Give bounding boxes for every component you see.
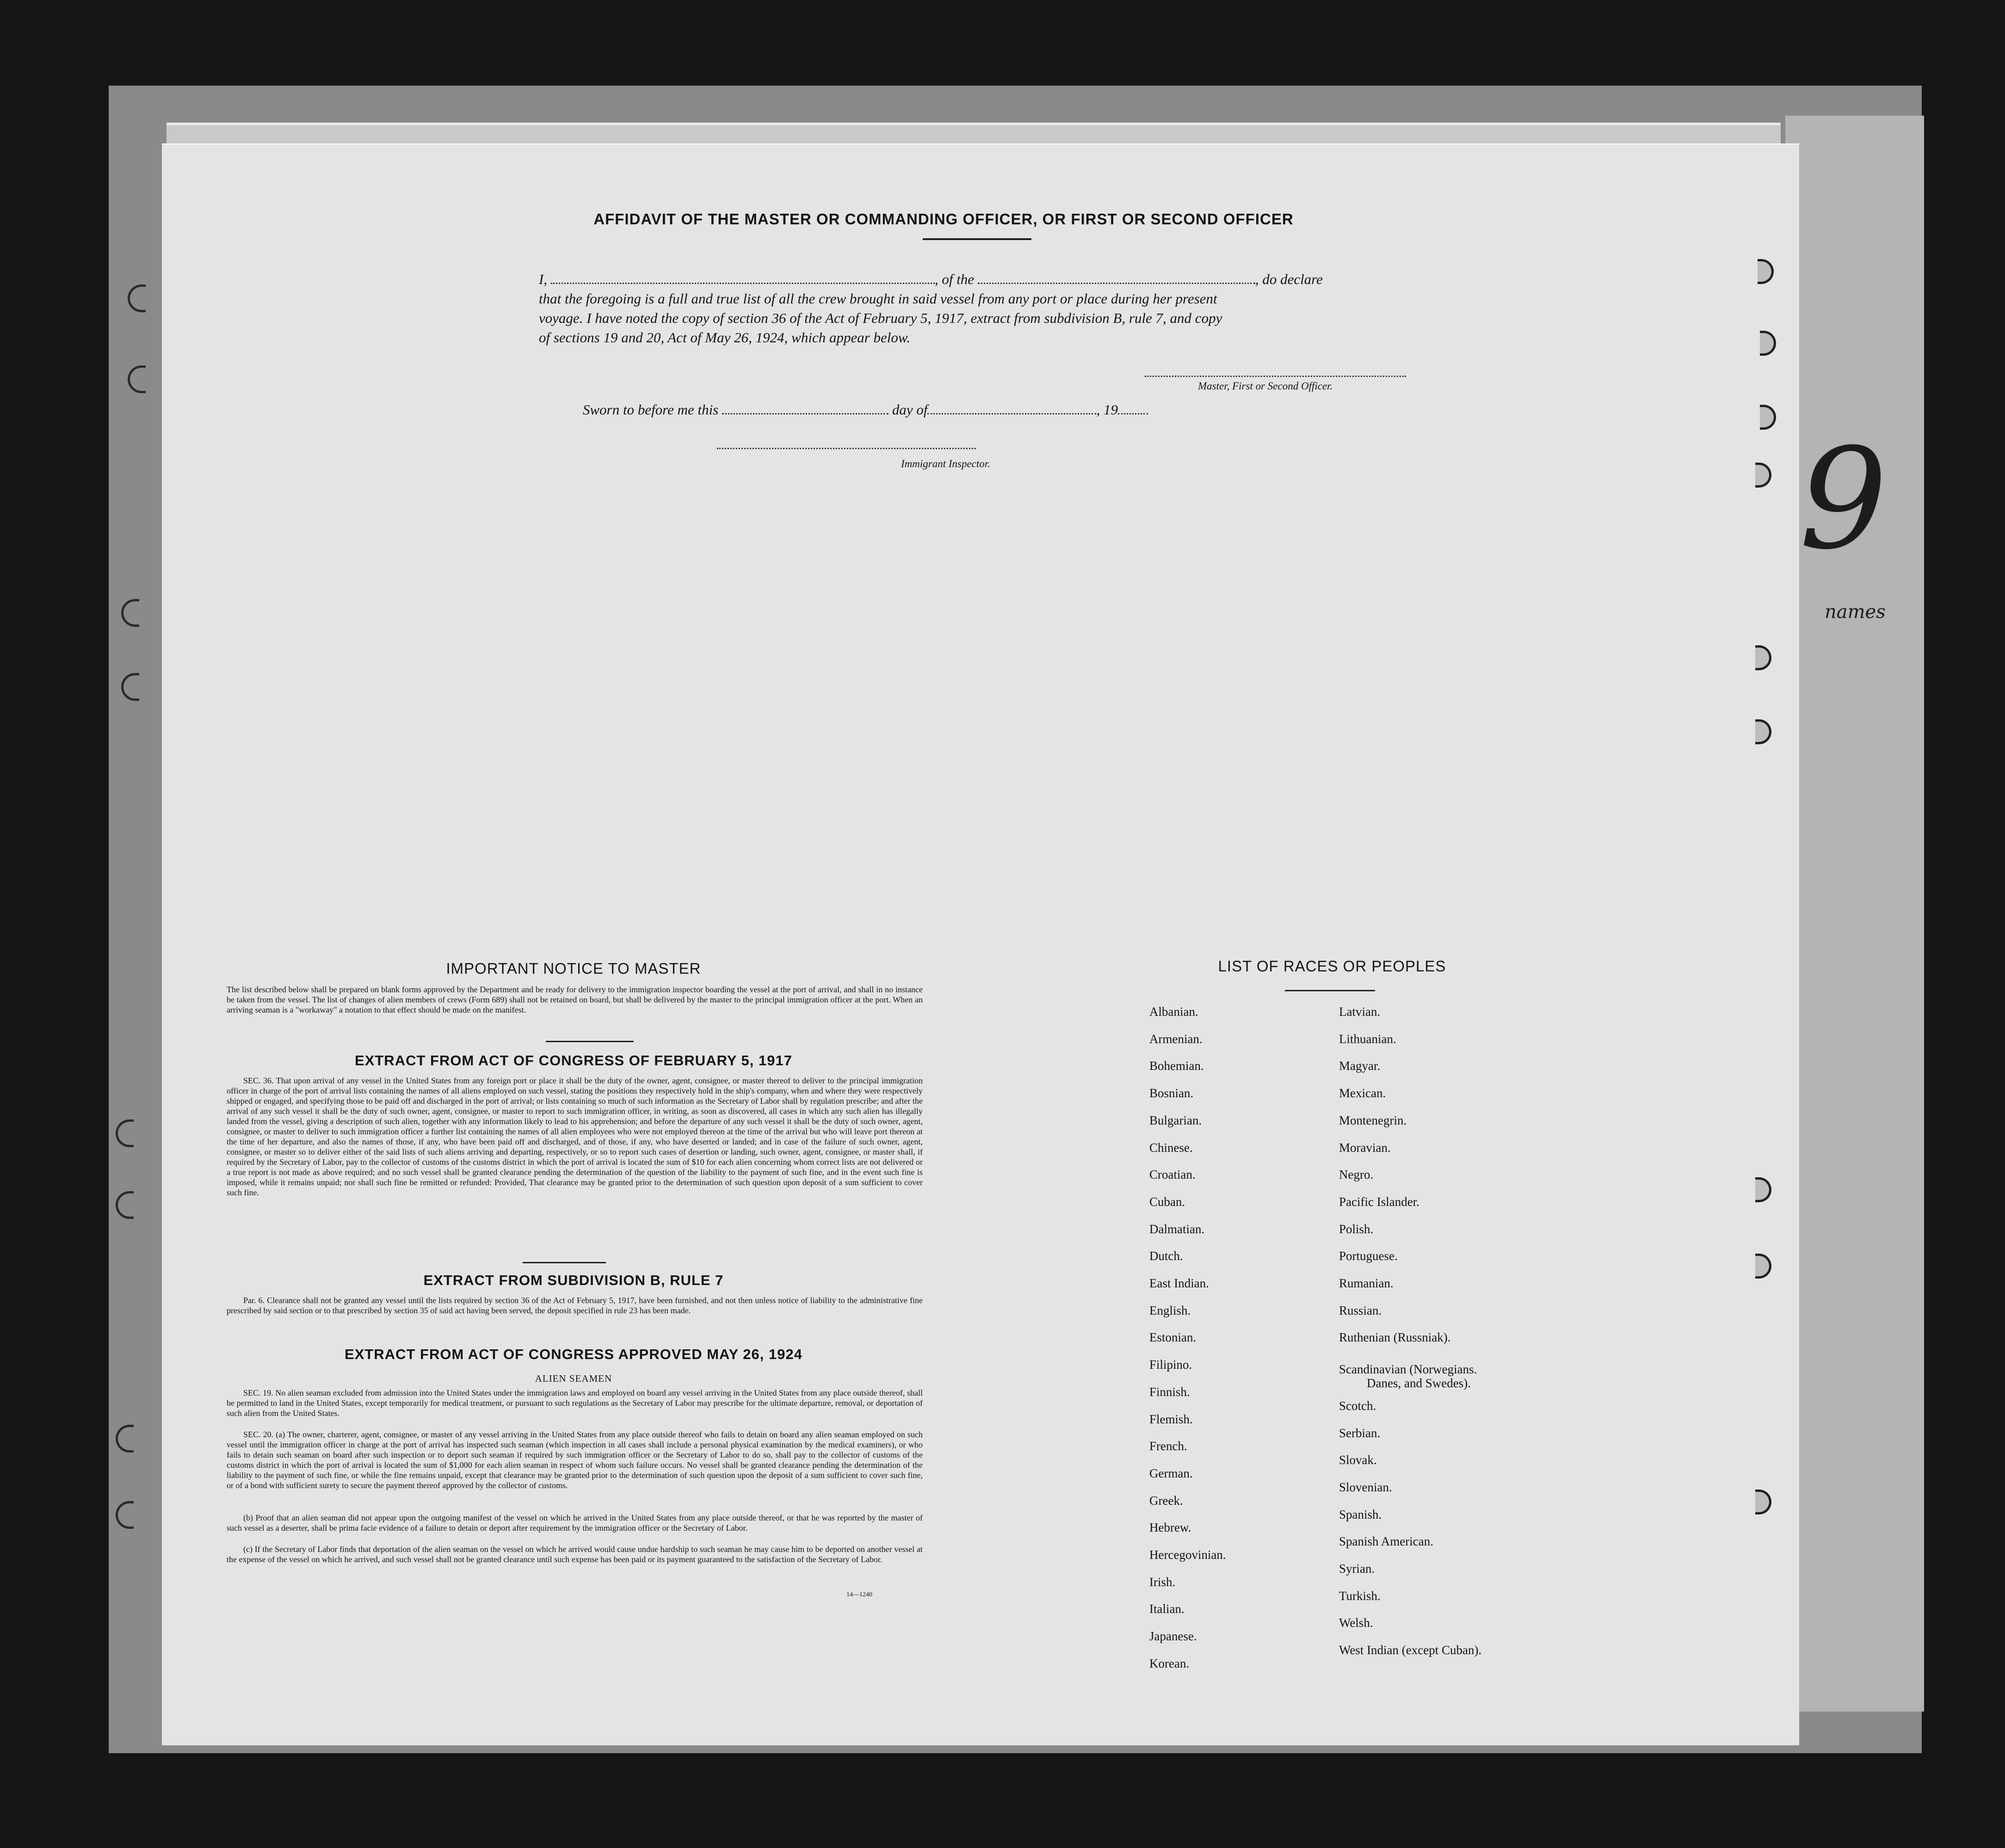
sworn-year-blank[interactable] bbox=[1118, 413, 1148, 414]
extract-rule7-title: EXTRACT FROM SUBDIVISION B, RULE 7 bbox=[423, 1272, 724, 1288]
affidavit-line3: voyage. I have noted the copy of section 36 of the Act of February 5, 1917, extract from subdivision B, rule 7, and copy bbox=[539, 310, 1222, 326]
race-item: Flemish. bbox=[1149, 1412, 1193, 1426]
race-item: Scotch. bbox=[1339, 1398, 1376, 1413]
race-item: Welsh. bbox=[1339, 1616, 1373, 1630]
year-label: , 19 bbox=[1096, 402, 1118, 418]
extract-rule7-text: Par. 6. Clearance shall not be granted any vessel until the lists required by section 36 of the Act of February 5, 1917, have been furnished, and not then unless notice of liability to the administrative fine prescribed by said section or to that prescribed by section 35 of said act having been served, the deposit specified in rule 23 has been made. bbox=[227, 1296, 923, 1315]
extract-1917-title: EXTRACT FROM ACT OF CONGRESS OF FEBRUARY 5, 1917 bbox=[355, 1052, 792, 1069]
race-item: Moravian. bbox=[1339, 1140, 1391, 1155]
race-item: Montenegrin. bbox=[1339, 1113, 1407, 1127]
race-item: Chinese. bbox=[1149, 1140, 1193, 1155]
race-item: Hercegovinian. bbox=[1149, 1548, 1226, 1562]
affidavit-line4: of sections 19 and 20, Act of May 26, 1924, which appear below. bbox=[539, 329, 911, 346]
race-item: Russian. bbox=[1339, 1303, 1382, 1317]
race-item: German. bbox=[1149, 1466, 1193, 1480]
day-of-label: day of bbox=[892, 402, 928, 418]
notice-text: The list described below shall be prepared on blank forms approved by the Department and be ready for delivery to the immigration inspector boarding the vessel at the port of arrival, and shall in no instance be taken from the vessel. The list of changes of alien members of crews (Form 689) shall not be retained on board, but shall be delivered by the master to the principal immigration officer at the port. When an arriving seaman is a "workaway" a notation to that effect should be made on the manifest. bbox=[227, 985, 923, 1014]
race-item: Italian. bbox=[1149, 1602, 1184, 1616]
affidavit-declaration-line1 bbox=[539, 270, 1438, 289]
race-item: West Indian (except Cuban). bbox=[1339, 1643, 1482, 1657]
race-item: Rumanian. bbox=[1339, 1276, 1394, 1290]
sworn-line bbox=[583, 402, 1148, 418]
race-item: Filipino. bbox=[1149, 1358, 1192, 1372]
race-item: Spanish American. bbox=[1339, 1534, 1433, 1549]
sworn-day-blank[interactable] bbox=[722, 413, 888, 414]
race-item: Hebrew. bbox=[1149, 1520, 1191, 1535]
divider bbox=[923, 238, 1031, 240]
extract-1924-sec20a: SEC. 20. (a) The owner, charterer, agent, consignee, or master of any vessel arriving in the United States from any place outside thereof who fails to detain on board any alien seaman employed on such vessel until the immigration officer in charge at the port of arrival has inspected such seaman (which inspection in all cases shall include a personal physical examination by the medical examiners), or who fails to detain such seaman on board after such inspection or to deport such seaman if required by such immigration officer or the Secretary of Labor to do so, shall pay to the collector of customs of the customs district in which the port of arrival is located the sum of $1,000 for each alien seaman in respect of whom such failure occurs. No vessel shall be granted clearance pending the determination of the liability to the payment of such fine, or while the fine remains unpaid, except that clearance may be granted prior to the determination of such question upon the deposit of a sum sufficient to cover such fine, or of a bond with sufficient surety to secure the payment thereof approved by the collector of customs. bbox=[227, 1430, 923, 1490]
divider bbox=[1285, 990, 1375, 991]
race-item: French. bbox=[1149, 1439, 1187, 1453]
handwritten-number: 9 bbox=[1799, 419, 1888, 580]
race-item: Turkish. bbox=[1339, 1588, 1381, 1603]
inspector-signature-line[interactable] bbox=[717, 448, 976, 449]
affidavit-do-declare: , do declare bbox=[1255, 271, 1323, 287]
vessel-blank[interactable] bbox=[978, 283, 1255, 284]
race-item: Negro. bbox=[1339, 1168, 1374, 1182]
race-item: Finnish. bbox=[1149, 1384, 1190, 1399]
races-title: LIST OF RACES OR PEOPLES bbox=[1218, 958, 1446, 975]
race-item: Latvian. bbox=[1339, 1005, 1381, 1019]
race-item: Albanian. bbox=[1149, 1005, 1198, 1019]
alien-seamen-subtitle: ALIEN SEAMEN bbox=[535, 1373, 612, 1384]
affidavit-i: I, bbox=[539, 271, 548, 287]
document-page bbox=[162, 143, 1799, 1745]
race-item: Syrian. bbox=[1339, 1562, 1375, 1576]
sworn-month-blank[interactable] bbox=[927, 413, 1096, 414]
race-item: Bulgarian. bbox=[1149, 1113, 1202, 1127]
race-item: Ruthenian (Russniak). bbox=[1339, 1330, 1451, 1345]
race-item: Spanish. bbox=[1339, 1507, 1382, 1521]
race-item: Dalmatian. bbox=[1149, 1222, 1205, 1236]
race-item: Irish. bbox=[1149, 1575, 1176, 1589]
race-item: Greek. bbox=[1149, 1493, 1183, 1508]
divider bbox=[523, 1262, 606, 1263]
form-number: 14—1240 bbox=[846, 1591, 872, 1598]
race-item: Korean. bbox=[1149, 1656, 1190, 1670]
race-item: Armenian. bbox=[1149, 1032, 1203, 1046]
race-item: Bosnian. bbox=[1149, 1086, 1194, 1100]
race-item: Magyar. bbox=[1339, 1059, 1381, 1073]
notice-title: IMPORTANT NOTICE TO MASTER bbox=[446, 960, 701, 977]
race-item: Pacific Islander. bbox=[1339, 1194, 1419, 1209]
extract-1924-title: EXTRACT FROM ACT OF CONGRESS APPROVED MAY 26, 1924 bbox=[345, 1346, 802, 1362]
signature-line[interactable] bbox=[1145, 376, 1406, 377]
race-item: Portuguese. bbox=[1339, 1249, 1398, 1263]
race-item: East Indian. bbox=[1149, 1276, 1209, 1290]
race-item: Cuban. bbox=[1149, 1194, 1185, 1209]
handwritten-note: names bbox=[1825, 601, 1886, 623]
extract-1924-sec19: SEC. 19. No alien seaman excluded from admission into the United States under the immigration laws and employed on board any vessel arriving in the United States from any place outside thereof, shall be permitted to land in the United States, except temporarily for medical treatment, or pursuant to such regulations as the Secretary of Labor may prescribe for the ultimate departure, removal, or deportation of such alien from the United States. bbox=[227, 1388, 923, 1418]
extract-1924-sec20c: (c) If the Secretary of Labor finds that deportation of the alien seaman on the vessel on which he arrived would cause undue hardship to such seaman he may cause him to be deported on another vessel at the expense of the vessel on which he arrived, and such vessel shall not be granted clearance until such expense has been paid or its payment guaranteed to the satisfaction of the Secretary of Labor. bbox=[227, 1545, 923, 1564]
race-item: Bohemian. bbox=[1149, 1059, 1204, 1073]
affidavit-line2: that the foregoing is a full and true list of all the crew brought in said vessel from any port or place during her present bbox=[539, 290, 1217, 307]
sworn-label: Sworn to before me this bbox=[583, 402, 719, 418]
divider bbox=[546, 1041, 634, 1042]
signature-label: Master, First or Second Officer. bbox=[1198, 380, 1333, 392]
race-item: Mexican. bbox=[1339, 1086, 1386, 1100]
affidavit-title: AFFIDAVIT OF THE MASTER OR COMMANDING OFFICER, OR FIRST OR SECOND OFFICER bbox=[593, 210, 1294, 228]
race-item: Dutch. bbox=[1149, 1249, 1183, 1263]
race-item: Lithuanian. bbox=[1339, 1032, 1396, 1046]
race-item: Estonian. bbox=[1149, 1330, 1197, 1345]
race-item: Scandinavian (Norwegians. bbox=[1339, 1362, 1477, 1377]
race-item: Japanese. bbox=[1149, 1629, 1197, 1644]
race-item: Slovak. bbox=[1339, 1453, 1377, 1467]
inspector-label: Immigrant Inspector. bbox=[901, 458, 990, 470]
race-item: Polish. bbox=[1339, 1222, 1374, 1236]
race-item: Slovenian. bbox=[1339, 1480, 1392, 1494]
underlying-sheet-edge bbox=[1785, 116, 1924, 1712]
extract-1924-sec20b: (b) Proof that an alien seaman did not appear upon the outgoing manifest of the vessel on which he arrived in the United States from any place outside thereof, or that he was reported by the master of such vessel as a deserter, shall be prima facie evidence of a failure to detain or deport after requirement by the immigration officer or the Secretary of Labor. bbox=[227, 1513, 923, 1533]
race-item: Croatian. bbox=[1149, 1168, 1196, 1182]
race-item: Serbian. bbox=[1339, 1426, 1381, 1440]
race-item: English. bbox=[1149, 1303, 1191, 1317]
name-blank[interactable] bbox=[551, 283, 935, 284]
extract-1917-text: SEC. 36. That upon arrival of any vessel in the United States from any foreign port or place it shall be the duty of the owner, agent, consignee, or master thereof to deliver to the principal immigration officer in charge of the port of arrival lists containing the names of all aliens employed on such vessel, stating the positions they respectively hold in the ship's company, when and where they were respectively shipped or engaged, and specifying those to be paid off and discharged in the port of arrival; or lists containing so much of such information as the Secretary of Labor shall by regulation prescribe; and after the arrival of any such vessel it shall be the duty of such owner, agent, consignee, or master to report to such immigration officer, in writing, as soon as discovered, all cases in which any such alien has illegally landed from the vessel, giving a description of such alien, together with any information likely to lead to his apprehension; and before the departure of any such vessel it shall be the duty of such owner, agent, consignee, or master to deliver to such immigration officer a further list containing the names of all alien employees who were not employed thereon at the time of the arrival but who will leave port thereon at the time of her departure, and also the names of those, if any, who have been paid off and discharged, and of those, if any, who have deserted or landed; and in case of the failure of such owner, agent, consignee, or master so to deliver either of the said lists of such aliens arriving and departing, respectively, or so to report such cases of desertion or landing, such owner, agent, consignee, or master shall, if required by the Secretary of Labor, pay to the collector of customs of the customs district in which the port of arrival is located the sum of $10 for each alien concerning whom correct lists are not delivered or a true report is not made as above required; and no such vessel shall be granted clearance pending the determination of the question of the liability to the payment of such fine, and in the event such fine is imposed, while it remains unpaid; nor shall such fine be remitted or refunded: Provided, That clearance may be granted prior to the determination of such question upon deposit of a sum sufficient to cover such fine. bbox=[227, 1076, 923, 1197]
race-item: Danes, and Swedes). bbox=[1367, 1376, 1471, 1391]
affidavit-of-the: , of the bbox=[934, 271, 975, 287]
